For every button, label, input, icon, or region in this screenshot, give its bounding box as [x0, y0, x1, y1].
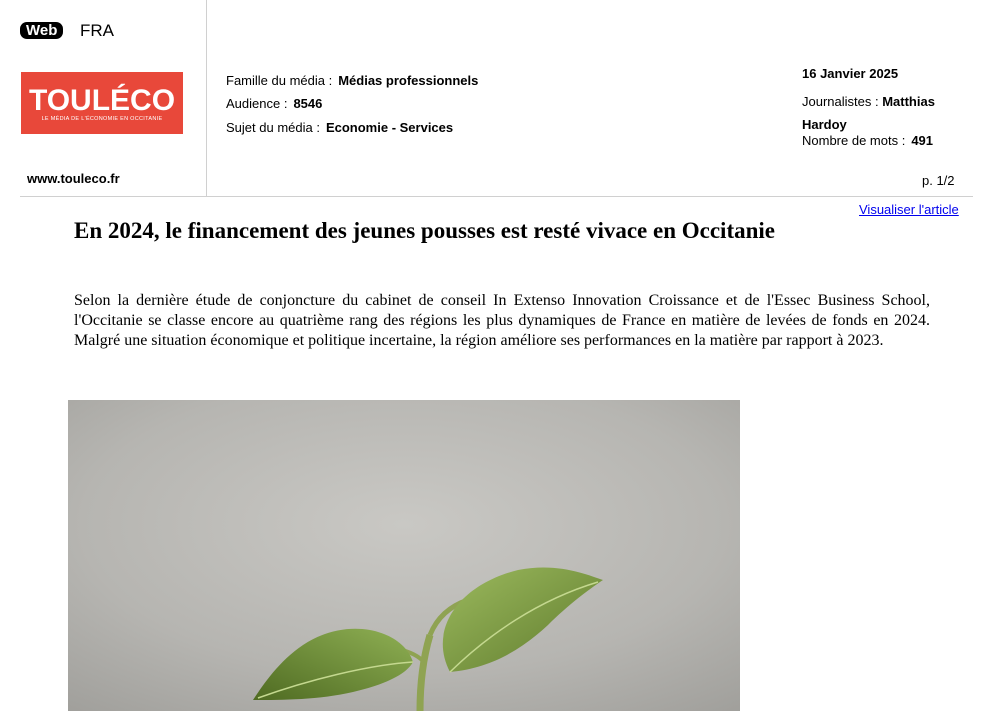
word-count-value: 491	[911, 133, 934, 148]
media-family	[226, 73, 478, 88]
audience-value: 8546	[293, 96, 323, 111]
media-subject-value: Economie - Services	[325, 120, 454, 135]
logo-tagline: LE MÉDIA DE L'ÉCONOMIE EN OCCITANIE	[41, 116, 163, 122]
word-count	[802, 133, 933, 148]
article-title: En 2024, le financement des jeunes pousses est resté vivace en Occitanie	[74, 218, 775, 243]
website-url: www.touleco.fr	[27, 171, 120, 186]
journalists-label: Journalistes :	[802, 94, 879, 109]
article-photo	[68, 400, 740, 711]
web-badge: Web	[20, 22, 63, 39]
seedling-illustration	[68, 400, 740, 711]
language-code: FRA	[80, 21, 114, 40]
header-divider	[20, 196, 973, 197]
media-subject	[226, 120, 453, 135]
media-family-value: Médias professionnels	[338, 73, 479, 88]
media-logo	[21, 72, 183, 134]
audience-label: Audience :	[226, 96, 288, 111]
audience	[226, 96, 322, 111]
vertical-divider	[206, 0, 207, 196]
publication-date: 16 Janvier 2025	[802, 66, 899, 81]
article-lede: Selon la dernière étude de conjoncture du cabinet de conseil In Extenso Innovation Croissance et de l'Essec Business School, l'Occitanie se classe encore au quatrième rang des régions les plus dynamiques de France en matière de levées de fonds en 2024. Malgré une situation économique et politique incertaine, la région améliore ses performances en la matière par rapport à 2023.	[74, 292, 930, 349]
media-subject-label: Sujet du média :	[226, 120, 320, 135]
logo-name: TOULÉCO	[28, 84, 176, 117]
view-article-link[interactable]: Visualiser l'article	[859, 202, 959, 217]
journalists-value: Matthias Hardoy	[802, 94, 935, 132]
journalists	[802, 90, 972, 136]
page-number: p. 1/2	[922, 173, 955, 188]
word-count-label: Nombre de mots :	[802, 133, 906, 148]
media-family-label: Famille du média :	[226, 73, 333, 88]
